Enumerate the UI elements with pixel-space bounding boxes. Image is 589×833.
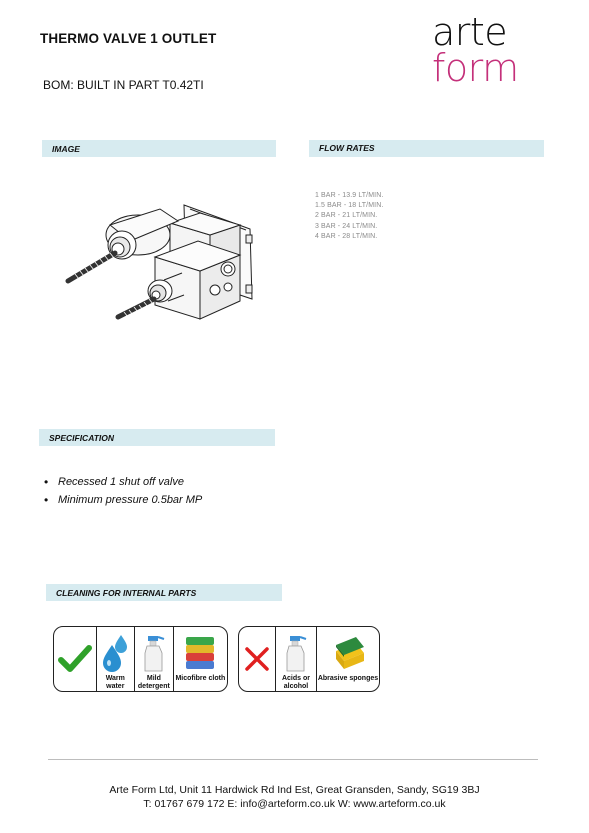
cleaning-item-label: Micofibre cloth <box>175 675 226 682</box>
cleaning-item-acids-alcohol <box>275 627 316 691</box>
section-header-cleaning: CLEANING FOR INTERNAL PARTS <box>46 584 282 601</box>
product-image <box>60 195 275 330</box>
allowed-check-cell <box>54 627 96 691</box>
footer-divider <box>48 759 538 760</box>
spray-bottle-icon <box>139 633 169 673</box>
cleaning-item-label: Mild detergent <box>137 675 170 690</box>
water-drops-icon <box>99 633 131 673</box>
cloth-stack-icon <box>180 633 220 673</box>
specification-list <box>44 476 202 512</box>
cleaning-not-allowed-panel <box>238 626 380 692</box>
flow-rate-item: 3 BAR - 24 LT/MIN. <box>315 222 378 230</box>
section-header-image: IMAGE <box>42 140 276 157</box>
brand-logo <box>432 10 519 90</box>
footer-contact: T: 01767 679 172 E: info@arteform.co.uk W: www.arteform.co.uk <box>143 798 446 810</box>
flow-rates-list <box>315 191 383 242</box>
section-header-specification: SPECIFICATION <box>39 429 275 446</box>
bom-reference: BOM: BUILT IN PART T0.42TI <box>43 78 204 92</box>
cleaning-item-label: Warm water <box>105 675 125 690</box>
cleaning-item-microfibre-cloth <box>173 627 227 691</box>
flow-rate-item: 4 BAR - 28 LT/MIN. <box>315 232 378 240</box>
section-header-flow-rates: FLOW RATES <box>309 140 544 157</box>
cleaning-item-label: Acids or alcohol <box>281 675 310 690</box>
sponge-icon <box>328 633 368 673</box>
specification-item: • Recessed 1 shut off valve <box>44 476 202 488</box>
flow-rate-item: 1 BAR - 13.9 LT/MIN. <box>315 192 384 199</box>
cross-icon <box>244 646 270 672</box>
flow-rate-item: 2 BAR - 21 LT/MIN. <box>315 212 378 220</box>
cleaning-item-label: Abrasive sponges <box>317 675 379 682</box>
cleaning-item-abrasive-sponges <box>316 627 379 691</box>
cleaning-item-mild-detergent <box>134 627 173 691</box>
not-allowed-cross-cell <box>239 627 275 691</box>
footer-address: Arte Form Ltd, Unit 11 Hardwick Rd Ind Est, Great Gransden, Sandy, SG19 3BJ <box>109 784 480 796</box>
page-title: THERMO VALVE 1 OUTLET <box>40 31 217 46</box>
cleaning-item-warm-water <box>96 627 135 691</box>
check-icon <box>58 644 92 674</box>
logo-word-arte: arte <box>432 10 508 54</box>
logo-word-form: form <box>432 46 519 90</box>
spray-bottle-icon <box>281 633 311 673</box>
specification-item: • Minimum pressure 0.5bar MP <box>44 494 202 506</box>
flow-rate-item: 1.5 BAR - 18 LT/MIN. <box>315 202 384 210</box>
cleaning-allowed-panel <box>53 626 228 692</box>
